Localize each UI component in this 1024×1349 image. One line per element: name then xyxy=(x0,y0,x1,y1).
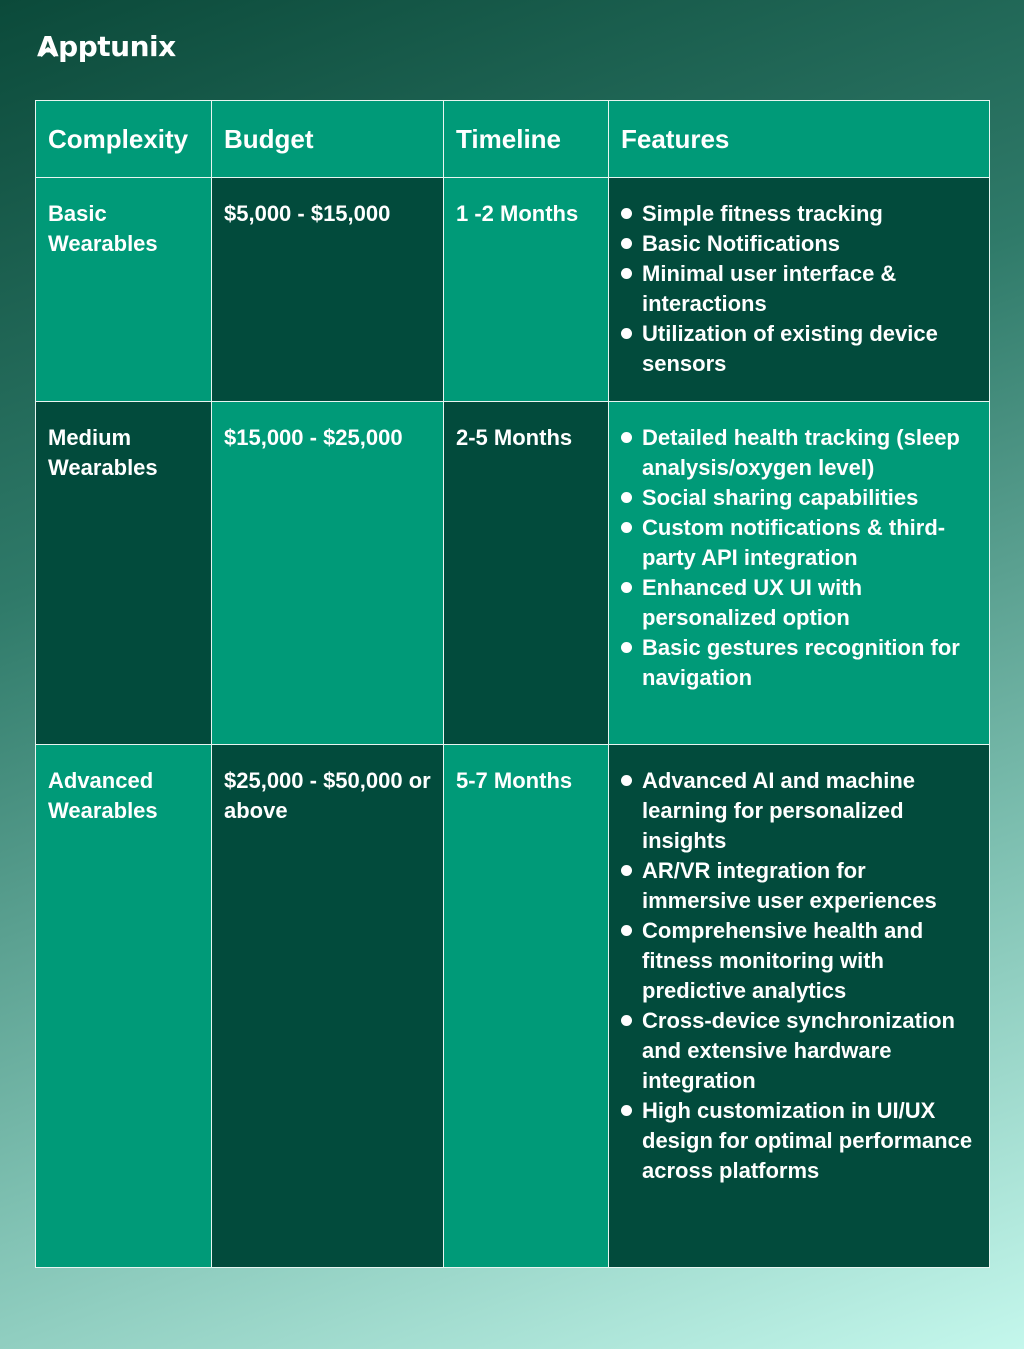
header-complexity: Complexity xyxy=(36,101,212,178)
features-cell xyxy=(609,178,990,402)
budget-cell: $5,000 - $15,000 xyxy=(212,178,444,402)
logo-text: Apptunix xyxy=(37,30,176,63)
feature-item: Basic Notifications xyxy=(621,229,977,259)
header-budget: Budget xyxy=(212,101,444,178)
features-cell xyxy=(609,745,990,1268)
table-header-row xyxy=(36,101,990,178)
table-row xyxy=(36,745,990,1268)
table-row xyxy=(36,178,990,402)
timeline-cell: 1 -2 Months xyxy=(444,178,609,402)
apptunix-logo xyxy=(37,30,176,63)
complexity-cell: Medium Wearables xyxy=(36,402,212,745)
pricing-table xyxy=(35,100,990,1268)
feature-item: High customization in UI/UX design for optimal performance across platforms xyxy=(621,1096,977,1186)
feature-item: AR/VR integration for immersive user experiences xyxy=(621,856,977,916)
timeline-cell: 5-7 Months xyxy=(444,745,609,1268)
feature-item: Advanced AI and machine learning for personalized insights xyxy=(621,766,977,856)
feature-item: Detailed health tracking (sleep analysis/oxygen level) xyxy=(621,423,977,483)
feature-item: Social sharing capabilities xyxy=(621,483,977,513)
feature-item: Comprehensive health and fitness monitoring with predictive analytics xyxy=(621,916,977,1006)
table-row xyxy=(36,402,990,745)
features-list xyxy=(621,423,977,693)
features-list xyxy=(621,199,977,379)
feature-item: Minimal user interface & interactions xyxy=(621,259,977,319)
feature-item: Enhanced UX UI with personalized option xyxy=(621,573,977,633)
feature-item: Basic gestures recognition for navigation xyxy=(621,633,977,693)
header-timeline: Timeline xyxy=(444,101,609,178)
header-features: Features xyxy=(609,101,990,178)
features-list xyxy=(621,766,977,1186)
feature-item: Simple fitness tracking xyxy=(621,199,977,229)
feature-item: Utilization of existing device sensors xyxy=(621,319,977,379)
budget-cell: $25,000 - $50,000 or above xyxy=(212,745,444,1268)
budget-cell: $15,000 - $25,000 xyxy=(212,402,444,745)
timeline-cell: 2-5 Months xyxy=(444,402,609,745)
features-cell xyxy=(609,402,990,745)
complexity-cell: Advanced Wearables xyxy=(36,745,212,1268)
feature-item: Cross-device synchronization and extensive hardware integration xyxy=(621,1006,977,1096)
complexity-cell: Basic Wearables xyxy=(36,178,212,402)
feature-item: Custom notifications & third-party API integration xyxy=(621,513,977,573)
